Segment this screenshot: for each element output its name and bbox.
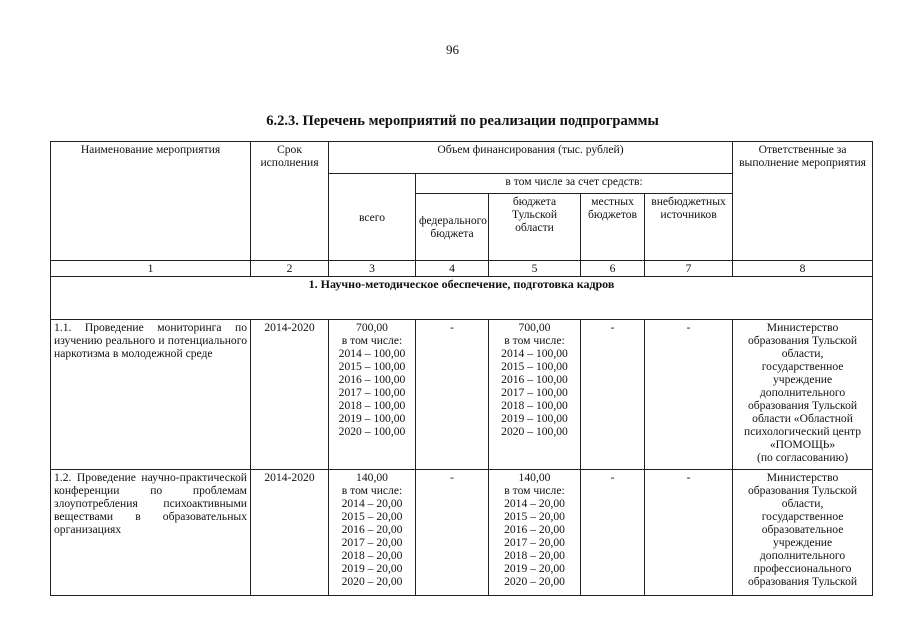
amount-line: 700,00 [518,321,551,334]
amount-line: 2015 – 20,00 [504,510,565,523]
amount-line: 2017 – 20,00 [341,536,403,549]
amount-line: 2019 – 20,00 [504,562,565,575]
responsible-line: образования Тульской [747,484,858,497]
amount-line: 2015 – 100,00 [338,360,406,373]
header-including: в том числе за счет средств: [416,174,733,194]
amount-line: 2017 – 100,00 [501,386,568,399]
responsible-line: области «Областной [752,412,853,425]
activity-term: 2014-2020 [251,320,329,470]
amount-line: 2014 – 20,00 [341,497,403,510]
activity-offbudget: - [645,470,733,596]
header-name: Наименование мероприятия [51,142,251,261]
amount-line: в том числе: [504,334,565,347]
section-row [51,277,873,320]
header-responsible: Ответственные за выполнение мероприятия [733,142,873,261]
amount-line: 2020 – 100,00 [338,425,406,438]
amount-line: 700,00 [356,321,388,334]
responsible-line: учреждение [772,536,833,549]
activity-total [329,470,416,596]
amount-line: 2018 – 20,00 [504,549,565,562]
activity-regional [489,320,581,470]
amount-line: 2018 – 20,00 [341,549,403,562]
responsible-line: государственное [761,510,844,523]
amount-line: в том числе: [341,334,403,347]
responsible-line: дополнительного [759,549,846,562]
amount-line: 2015 – 20,00 [341,510,403,523]
column-number: 3 [329,261,416,277]
column-number: 5 [489,261,581,277]
amount-line: 2014 – 20,00 [504,497,565,510]
amount-line: 2018 – 100,00 [338,399,406,412]
activity-name: 1.2. Проведение научно-практической конференции по проблемам злоупотребления психоактивными веществами в образовательных организациях [51,470,251,596]
amount-line: 2019 – 20,00 [341,562,403,575]
responsible-line: профессионального [753,562,852,575]
responsible-line: (по согласованию) [756,451,849,464]
responsible-line: психологический центр [744,425,862,438]
responsible-line: дополнительного [759,386,846,399]
column-number: 6 [581,261,645,277]
page-number: 96 [446,42,459,57]
column-number: 7 [645,261,733,277]
amount-line: 2016 – 20,00 [341,523,403,536]
amount-line: 2016 – 20,00 [504,523,565,536]
section-title: 1. Научно-методическое обеспечение, подготовка кадров [51,277,873,320]
amount-line: 2016 – 100,00 [338,373,406,386]
amount-line: 2016 – 100,00 [501,373,568,386]
amount-line: в том числе: [341,484,403,497]
amount-line: 2014 – 100,00 [338,347,406,360]
table-row [51,470,873,596]
activity-federal: - [416,470,489,596]
column-numbers-row [51,261,873,277]
activity-term: 2014-2020 [251,470,329,596]
amount-line: 2020 – 20,00 [504,575,565,588]
column-number: 8 [733,261,873,277]
document-title: 6.2.3. Перечень мероприятий по реализации подпрограммы [266,113,659,129]
responsible-line: образования Тульской [747,575,858,588]
activity-federal: - [416,320,489,470]
responsible-line: образования Тульской [747,399,858,412]
header-term: Срок исполнения [251,142,329,261]
amount-line: в том числе: [504,484,565,497]
column-number: 2 [251,261,329,277]
amount-line: 2017 – 100,00 [338,386,406,399]
responsible-line: «ПОМОЩЬ» [769,438,836,451]
header-federal: федерального бюджета [416,194,489,261]
activity-name: 1.1. Проведение мониторинга по изучению реального и потенциального наркотизма в молодежной среде [51,320,251,470]
responsible-line: образования Тульской [747,334,858,347]
responsible-line: Министерство [766,471,839,484]
activity-offbudget: - [645,320,733,470]
header-offbudget: внебюджетных источников [645,194,733,261]
header-funding: Объем финансирования (тыс. рублей) [329,142,733,174]
responsible-line: Министерство [766,321,839,334]
responsible-line: образовательное [761,523,844,536]
header-local: местных бюджетов [581,194,645,261]
amount-line: 2020 – 100,00 [501,425,568,438]
amount-line: 2018 – 100,00 [501,399,568,412]
amount-line: 2020 – 20,00 [341,575,403,588]
amount-line: 140,00 [356,471,388,484]
amount-line: 2017 – 20,00 [504,536,565,549]
activity-local: - [581,470,645,596]
activity-total [329,320,416,470]
activity-regional [489,470,581,596]
header-regional: бюджета Тульской области [489,194,581,261]
header-total: всего [329,174,416,261]
activity-responsible [733,320,873,470]
responsible-line: учреждение [772,373,833,386]
amount-line: 2019 – 100,00 [338,412,406,425]
responsible-line: области, [781,347,824,360]
column-number: 4 [416,261,489,277]
table-row [51,320,873,470]
activity-responsible [733,470,873,596]
responsible-line: области, [781,497,824,510]
amount-line: 2014 – 100,00 [501,347,568,360]
responsible-line: государственное [761,360,844,373]
amount-line: 2015 – 100,00 [501,360,568,373]
activity-local: - [581,320,645,470]
column-number: 1 [51,261,251,277]
amount-line: 2019 – 100,00 [501,412,568,425]
activities-table [50,141,873,596]
amount-line: 140,00 [518,471,551,484]
